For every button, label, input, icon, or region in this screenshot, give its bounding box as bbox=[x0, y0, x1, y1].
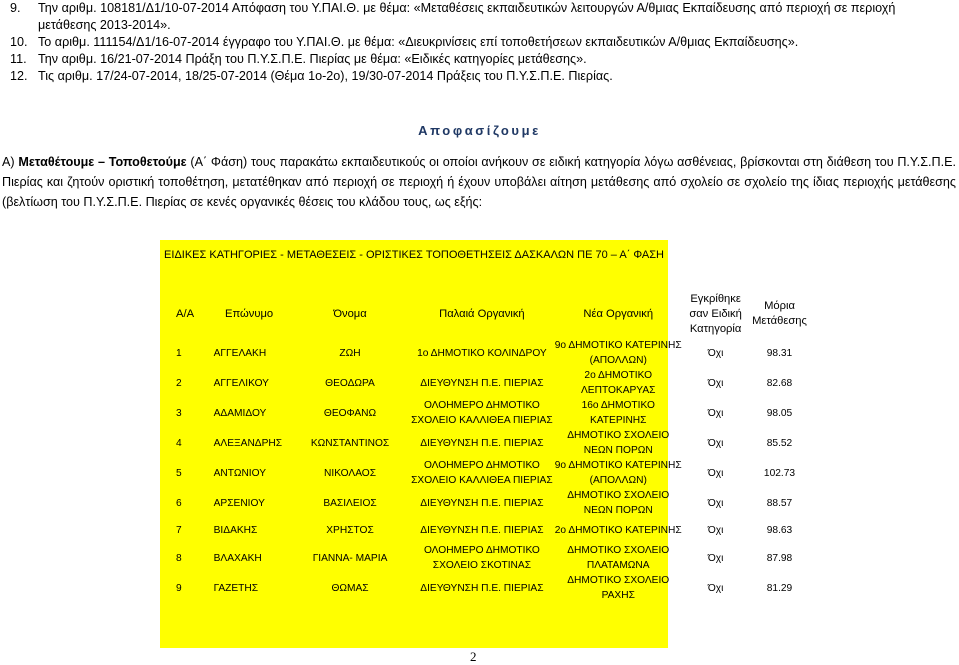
row-new: 2ο ΔΗΜΟΤΙΚΟ ΛΕΠΤΟΚΑΡΥΑΣ bbox=[581, 370, 656, 396]
header-points: Μόρια Μετάθεσης bbox=[752, 300, 807, 327]
row-aa: 7 bbox=[176, 525, 182, 536]
list-number: 9. bbox=[10, 1, 21, 15]
decision-heading: Αποφασίζουμε bbox=[418, 123, 541, 138]
row-category: Όχι bbox=[707, 525, 724, 536]
list-text: Την αριθμ. 16/21-07-2014 Πράξη του Π.Υ.Σ.Π.Ε. Πιερίας με θέμα: «Ειδικές κατηγορίες μετάθεσης». bbox=[38, 52, 587, 66]
row-name: ΘΩΜΑΣ bbox=[331, 582, 369, 594]
row-category: Όχι bbox=[707, 582, 724, 594]
row-old: ΔΙΕΥΘΥΝΣΗ Π.Ε. ΠΙΕΡΙΑΣ bbox=[420, 437, 544, 449]
row-surname: ΒΛΑΧΑΚΗ bbox=[213, 552, 262, 564]
list-text: Την αριθμ. 108181/Δ1/10-07-2014 Απόφαση του Υ.ΠΑΙ.Θ. με θέμα: «Μεταθέσεις εκπαιδευτικών λειτουργών Α/θμιας Εκπαίδευσης από περιοχή σε περιοχή μετάθεσης 2013-2014». bbox=[38, 1, 896, 32]
row-new: ΔΗΜΟΤΙΚΟ ΣΧΟΛΕΙΟ ΝΕΩΝ ΠΟΡΩΝ bbox=[567, 490, 670, 516]
row-surname: ΑΡΣΕΝΙΟΥ bbox=[213, 497, 265, 509]
list-item bbox=[0, 51, 938, 68]
list-item bbox=[0, 68, 938, 85]
row-name: ΓΙΑΝΝΑ- ΜΑΡΙΑ bbox=[312, 552, 388, 564]
list-text: Τις αριθμ. 17/24-07-2014, 18/25-07-2014 (Θέμα 1ο-2ο), 19/30-07-2014 Πράξεις του Π.Υ.Σ.Π.Ε. Πιερίας. bbox=[38, 69, 613, 83]
para-rest: (Α΄ Φάση) τους παρακάτω εκπαιδευτικούς οι οποίοι ανήκουν σε ειδική κατηγορία λόγω ασθένειας, βρίσκονται στη διάθεση του Π.Υ.Σ.Π.Ε. Πιερίας και ζητούν οριστική τοποθέτηση, μετατέθηκαν από περιοχή σε περιοχή ή έχουν υποβάλει αίτηση μετάθεσης από σχολείο σε σχολείο της ίδιας περιοχής μετάθεσης (βελτίωση του Π.Υ.Σ.Π.Ε. Πιερίας σε κενές οργανικές θέσεις του κλάδου τους, ως εξής: bbox=[2, 155, 956, 209]
row-aa: 2 bbox=[176, 377, 182, 389]
table-row bbox=[0, 458, 810, 488]
row-name: ΧΡΗΣΤΟΣ bbox=[326, 525, 374, 536]
table-row bbox=[0, 543, 810, 573]
row-aa: 9 bbox=[176, 582, 182, 594]
table-row bbox=[0, 368, 810, 398]
header-aa: Α/Α bbox=[176, 307, 195, 320]
transfers-table bbox=[0, 290, 810, 603]
row-old: ΟΛΟΗΜΕΡΟ ΔΗΜΟΤΙΚΟ ΣΧΟΛΕΙΟ ΚΑΛΛΙΘΕΑ ΠΙΕΡΙΑΣ bbox=[411, 400, 553, 426]
row-surname: ΑΛΕΞΑΝΔΡΗΣ bbox=[213, 437, 283, 449]
row-name: ΝΙΚΟΛΑΟΣ bbox=[324, 467, 377, 479]
table-row bbox=[0, 488, 810, 518]
row-old: ΔΙΕΥΘΥΝΣΗ Π.Ε. ΠΙΕΡΙΑΣ bbox=[420, 377, 544, 389]
row-points: 98.31 bbox=[766, 347, 793, 359]
header-surname: Επώνυμο bbox=[224, 307, 274, 320]
list-number: 12. bbox=[10, 69, 28, 83]
row-old: ΟΛΟΗΜΕΡΟ ΔΗΜΟΤΙΚΟ ΣΧΟΛΕΙΟ ΚΑΛΛΙΘΕΑ ΠΙΕΡΙΑΣ bbox=[411, 460, 553, 486]
table-header-row bbox=[0, 290, 810, 338]
row-old: ΟΛΟΗΜΕΡΟ ΔΗΜΟΤΙΚΟ ΣΧΟΛΕΙΟ ΣΚΟΤΙΝΑΣ bbox=[423, 545, 540, 571]
row-new: 2ο ΔΗΜΟΤΙΚΟ ΚΑΤΕΡΙΝΗΣ bbox=[554, 525, 682, 536]
row-points: 87.98 bbox=[766, 552, 793, 564]
row-aa: 5 bbox=[176, 467, 182, 479]
row-surname: ΑΝΤΩΝΙΟΥ bbox=[213, 467, 267, 479]
row-surname: ΓΑΖΕΤΗΣ bbox=[213, 582, 259, 594]
row-category: Όχι bbox=[707, 377, 724, 389]
header-new: Νέα Οργανική bbox=[583, 307, 654, 320]
table-row bbox=[0, 573, 810, 603]
list-item bbox=[0, 34, 938, 51]
row-aa: 3 bbox=[176, 407, 182, 419]
row-new: ΔΗΜΟΤΙΚΟ ΣΧΟΛΕΙΟ ΡΑΧΗΣ bbox=[567, 575, 670, 601]
header-name: Όνομα bbox=[333, 307, 367, 320]
row-new: 16ο ΔΗΜΟΤΙΚΟ ΚΑΤΕΡΙΝΗΣ bbox=[581, 400, 655, 426]
row-points: 98.63 bbox=[766, 525, 793, 536]
row-points: 88.57 bbox=[766, 497, 793, 509]
row-points: 98.05 bbox=[766, 407, 793, 419]
row-points: 82.68 bbox=[766, 377, 793, 389]
list-item bbox=[0, 0, 938, 34]
row-new: 9ο ΔΗΜΟΤΙΚΟ ΚΑΤΕΡΙΝΗΣ (ΑΠΟΛΛΩΝ) bbox=[554, 460, 682, 486]
row-name: ΘΕΟΔΩΡΑ bbox=[325, 377, 375, 389]
list-number: 11. bbox=[10, 52, 27, 66]
row-category: Όχι bbox=[707, 407, 724, 419]
row-new: ΔΗΜΟΤΙΚΟ ΣΧΟΛΕΙΟ ΠΛΑΤΑΜΩΝΑ bbox=[567, 545, 670, 571]
row-name: ΒΑΣΙΛΕΙΟΣ bbox=[323, 497, 377, 509]
row-category: Όχι bbox=[707, 437, 724, 449]
row-name: ΖΩΗ bbox=[339, 347, 361, 359]
list-number: 10. bbox=[10, 35, 28, 49]
row-surname: ΒΙΔΑΚΗΣ bbox=[213, 525, 258, 536]
para-prefix: Α) bbox=[2, 155, 19, 169]
row-surname: ΑΓΓΕΛΙΚΟΥ bbox=[213, 377, 269, 389]
row-aa: 1 bbox=[176, 347, 182, 359]
row-new: 9ο ΔΗΜΟΤΙΚΟ ΚΑΤΕΡΙΝΗΣ (ΑΠΟΛΛΩΝ) bbox=[554, 340, 682, 366]
row-old: ΔΙΕΥΘΥΝΣΗ Π.Ε. ΠΙΕΡΙΑΣ bbox=[420, 497, 544, 509]
header-category: Εγκρίθηκε σαν Ειδική Κατηγορία bbox=[689, 292, 742, 335]
table-row bbox=[0, 428, 810, 458]
row-category: Όχι bbox=[707, 347, 724, 359]
row-old: 1ο ΔΗΜΟΤΙΚΟ ΚΟΛΙΝΔΡΟΥ bbox=[417, 347, 547, 359]
row-surname: ΑΓΓΕΛΑΚΗ bbox=[213, 347, 267, 359]
row-points: 81.29 bbox=[766, 582, 793, 594]
table-row bbox=[0, 518, 810, 543]
row-name: ΘΕΟΦΑΝΩ bbox=[323, 407, 377, 419]
row-new: ΔΗΜΟΤΙΚΟ ΣΧΟΛΕΙΟ ΝΕΩΝ ΠΟΡΩΝ bbox=[567, 430, 670, 456]
row-name: ΚΩΝΣΤΑΝΤΙΝΟΣ bbox=[310, 437, 390, 449]
row-old: ΔΙΕΥΘΥΝΣΗ Π.Ε. ΠΙΕΡΙΑΣ bbox=[420, 582, 544, 594]
table-row bbox=[0, 398, 810, 428]
table-row bbox=[0, 338, 810, 368]
row-points: 102.73 bbox=[763, 467, 796, 479]
page-number: 2 bbox=[470, 649, 477, 664]
row-points: 85.52 bbox=[766, 437, 793, 449]
list-text: Το αριθμ. 111154/Δ1/16-07-2014 έγγραφο του Υ.ΠΑΙ.Θ. με θέμα: «Διευκρινίσεις επί τοποθετήσεων εκπαιδευτικών Α/θμιας Εκπαίδευσης». bbox=[38, 35, 799, 49]
row-category: Όχι bbox=[707, 552, 724, 564]
table-title: ΕΙΔΙΚΕΣ ΚΑΤΗΓΟΡΙΕΣ - ΜΕΤΑΘΕΣΕΙΣ - ΟΡΙΣΤΙΚΕΣ ΤΟΠΟΘΕΤΗΣΕΙΣ ΔΑΣΚΑΛΩΝ ΠΕ 70 – Α΄ ΦΑΣΗ bbox=[164, 249, 664, 261]
decision-paragraph bbox=[2, 152, 956, 212]
row-category: Όχι bbox=[707, 467, 724, 479]
row-category: Όχι bbox=[707, 497, 724, 509]
row-aa: 8 bbox=[176, 552, 182, 564]
header-old: Παλαιά Οργανική bbox=[439, 307, 525, 320]
para-bold: Μεταθέτουμε – Τοποθετούμε bbox=[18, 155, 187, 169]
row-aa: 4 bbox=[176, 437, 182, 449]
row-surname: ΑΔΑΜΙΔΟΥ bbox=[213, 407, 267, 419]
row-aa: 6 bbox=[176, 497, 182, 509]
row-old: ΔΙΕΥΘΥΝΣΗ Π.Ε. ΠΙΕΡΙΑΣ bbox=[420, 525, 544, 536]
